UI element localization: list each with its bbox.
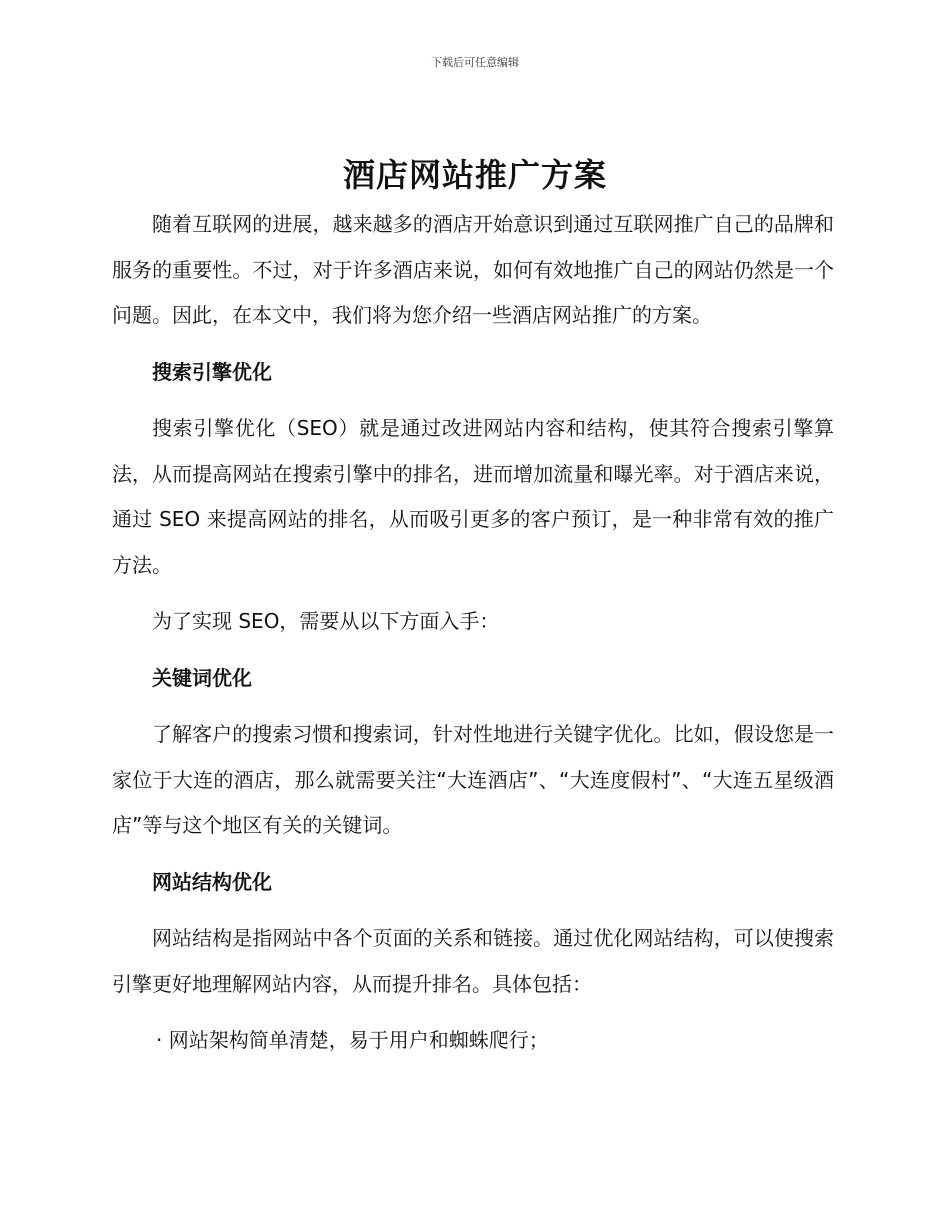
document-title: 酒店网站推广方案	[342, 156, 607, 194]
structure-paragraph: 网站结构是指网站中各个页面的关系和链接。通过优化网站结构，可以使搜索引擎更好地理解网站内容，从而提升排名。具体包括：	[112, 926, 834, 996]
seo-paragraph: 搜索引擎优化（SEO）就是通过改进网站内容和结构，使其符合搜索引擎算法，从而提高网站在搜索引擎中的排名，进而增加流量和曝光率。对于酒店来说，通过 SEO 来提高网站的排名，从而吸引更多的客户预订，是一种非常有效的推广方法。	[112, 416, 834, 577]
seo-heading: 搜索引擎优化	[152, 359, 272, 384]
seo-intro-paragraph: 为了实现 SEO，需要从以下方面入手：	[152, 609, 500, 633]
keyword-heading: 关键词优化	[152, 665, 252, 690]
structure-heading: 网站结构优化	[152, 869, 272, 894]
intro-paragraph: 随着互联网的进展，越来越多的酒店开始意识到通过互联网推广自己的品牌和服务的重要性。不过，对于许多酒店来说，如何有效地推广自己的网站仍然是一个问题。因此，在本文中，我们将为您介绍一些酒店网站推广的方案。	[112, 212, 834, 327]
page-header-note: 下载后可任意编辑	[431, 56, 519, 69]
document-body	[112, 202, 834, 1064]
bullet-item: · 网站架构简单清楚，易于用户和蜘蛛爬行；	[156, 1028, 549, 1052]
keyword-paragraph: 了解客户的搜索习惯和搜索词，针对性地进行关键字优化。比如，假设您是一家位于大连的酒店，那么就需要关注“大连酒店”、“大连度假村”、“大连五星级酒店”等与这个地区有关的关键词。	[112, 722, 834, 837]
